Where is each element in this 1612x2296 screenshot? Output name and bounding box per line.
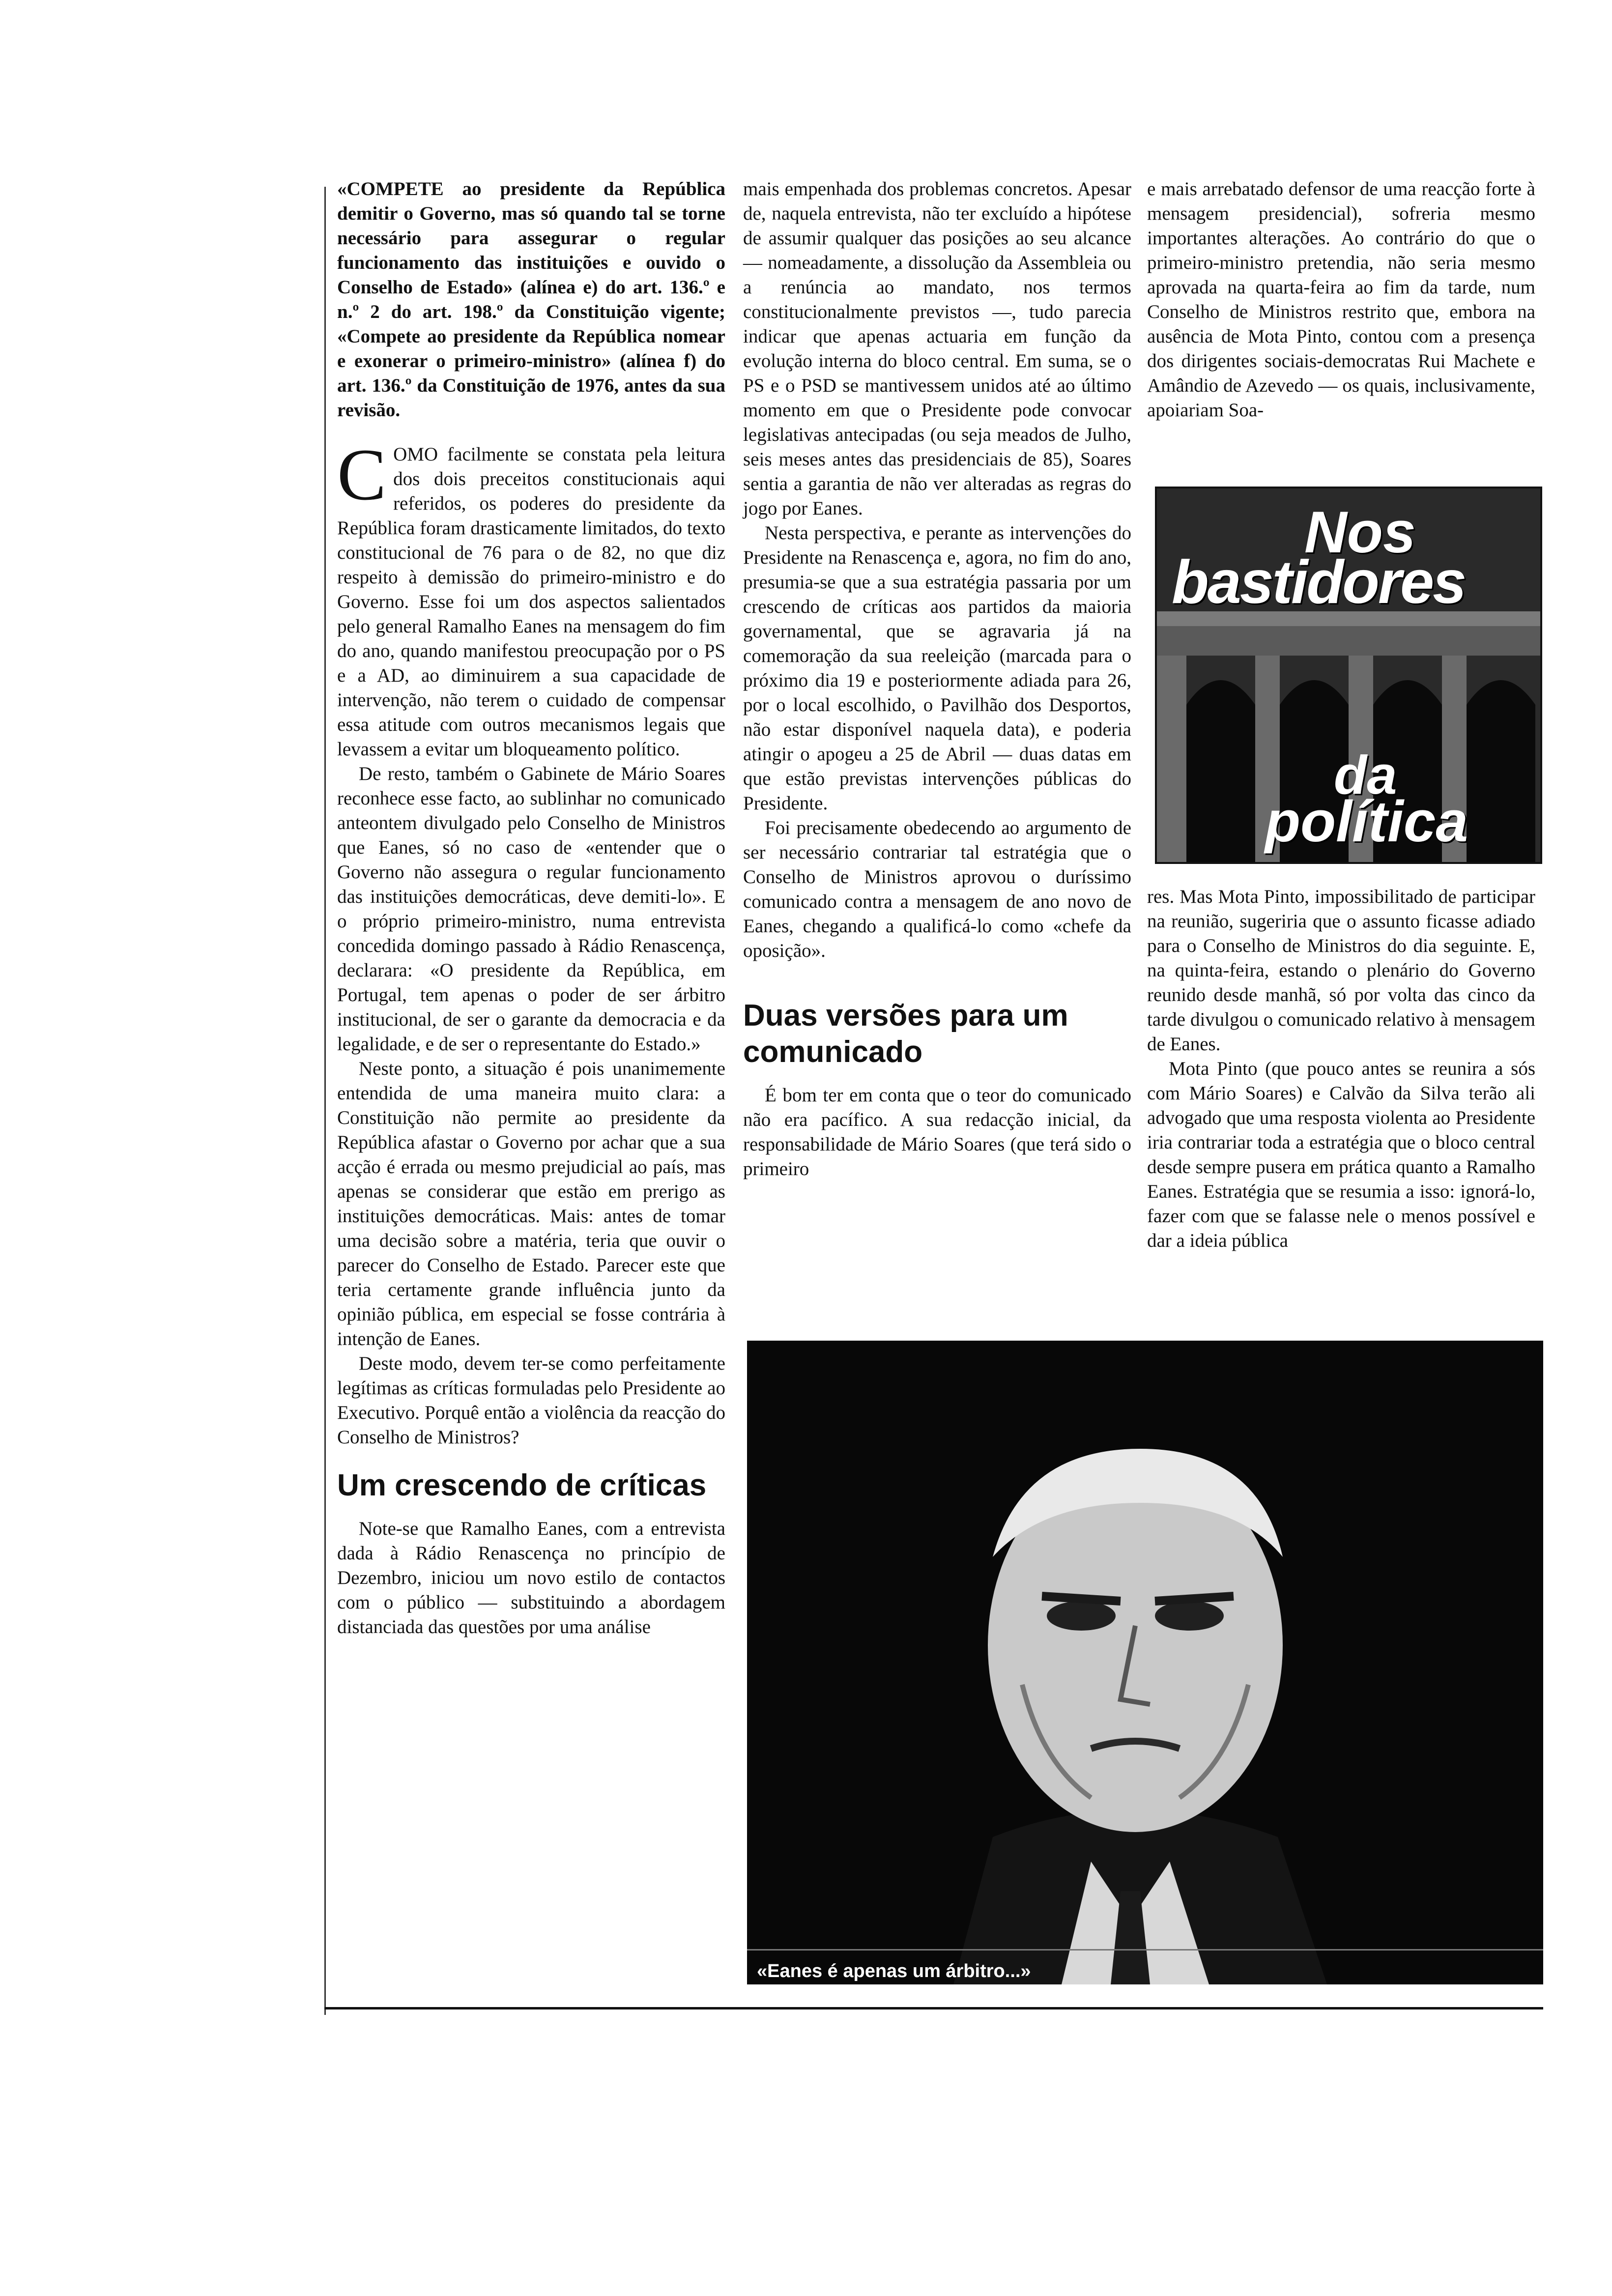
section-box-nos-bastidores — [1155, 487, 1542, 864]
box-title-politica: política — [1265, 789, 1468, 854]
column-rule-left — [324, 187, 326, 2015]
paragraph-calvao-da-silva: Mota Pinto (que pouco antes se reunira a sós com Mário Soares) e Calvão da Silva terão ali advogado que uma resposta violenta ao Presidente iria contrariar toda a estratégia que o bloco central desde sempre pusera em prática quanto a Ramalho Eanes. Estratégia que se resumia a isso: ignorá-lo, fazer com que se falasse nele o menos possível e dar a ideia pública — [1147, 1058, 1535, 1251]
paragraph-note-se: Note-se que Ramalho Eanes, com a entrevista dada à Rádio Renascença no princípio de Dezembro, iniciou um novo estilo de contactos com o público — substituindo a abordagem distanciada das questões por uma análise — [337, 1518, 725, 1637]
constitution-quote: «COMPETE ao presidente da República demitir o Governo, mas só quando tal se torne necessário para assegurar o regular funcionamento das instituições e ouvido o Conselho de Estado» (alínea e) do art. 136.º e n.º 2 do art. 198.º da Constituição vigente; «Compete ao presidente da República nomear e exonerar o primeiro-ministro» (alínea f) do art. 136.º da Constituição de 1976, antes da sua revisão. — [337, 178, 725, 421]
box-title-da: da — [1334, 745, 1397, 805]
photo-caption: «Eanes é apenas um árbitro...» — [757, 1961, 1031, 1981]
article-column-3-top — [1147, 177, 1535, 423]
subheading-crescendo: Um crescendo de críticas — [337, 1468, 707, 1502]
article-column-3-bottom — [1147, 885, 1535, 1253]
portrait-photo — [747, 1341, 1543, 1984]
paragraph-mota-pinto: res. Mas Mota Pinto, impossibilitado de participar na reunião, sugeriria que o assunto ficasse adiado para o Conselho de Ministros do dia seguinte. E, na quinta-feira, estando o plenário do Governo reunido desde manhã, só por volta das cinco da tarde divulgou o comunicado relativo à mensagem de Eanes. — [1147, 886, 1535, 1055]
paragraph-gabinete: De resto, também o Gabinete de Mário Soares reconhece esse facto, ao sublinhar no comunicado anteontem divulgado pelo Conselho de Ministros que Eanes, só no caso de «entender que o Governo não assegura o regular funcionamento das instituições democráticas, deve demiti-lo». E o próprio primeiro-ministro, numa entrevista concedida domingo passado à Rádio Renascença, declarara: «O presidente da República, em Portugal, tem apenas o poder de ser árbitro institucional, de ser o garante da democracia e da legalidade, e de ser o representante do Estado.» — [337, 763, 725, 1055]
paragraph-como-text: OMO facilmente se constata pela leitura dos dois preceitos constitucionais aqui referidos, os poderes do presidente da República foram drasticamente limitados, do texto constitucional de 76 para o de 82, no que diz respeito à demissão do primeiro-ministro e do Governo. Esse foi um dos aspectos salientados pelo general Ramalho Eanes na mensagem do fim do ano, quando manifestou preocupação por o PS e a AD, ao diminuirem a sua capacidade de intervenção, não terem o cuidado de compensar essa atitude com outros mecanismos legais que levassem a evitar um bloqueamento político. — [337, 444, 725, 760]
box-title-nos: Nos — [1304, 499, 1416, 565]
paragraph-como — [337, 434, 725, 762]
paragraph-foi-precisamente: Foi precisamente obedecendo ao argumento de ser necessário contrariar tal estratégia que o Conselho de Ministros aprovou o duríssimo comunicado contra a mensagem de ano novo de Eanes, chegando a qualificá-lo como «chefe da oposição». — [743, 817, 1131, 961]
paragraph-nesta-perspectiva: Nesta perspectiva, e perante as intervenções do Presidente na Renascença e, agora, no fim do ano, presumia-se que a sua estratégia passaria por um crescendo de críticas aos partidos da maioria governamental, que se agravaria já na comemoração da sua reeleição (marcada para o próximo dia 19 e posteriormente adiada para 26, por o local escolhido, o Pavilhão dos Desportos, não estar disponível naquela data), e poderia atingir o apogeu a 25 de Abril — duas datas em que estão previstas intervenções públicas do Presidente. — [743, 522, 1131, 814]
portrait-illustration — [747, 1341, 1543, 1984]
page-bottom-rule — [324, 2007, 1543, 2009]
box-title-bastidores: bastidores — [1172, 548, 1466, 616]
article-column-2 — [743, 177, 1131, 1181]
paragraph-arrebatado: e mais arrebatado defensor de uma reacção forte à mensagem presidencial), sofreria mesmo importantes alterações. Ao contrário do que o primeiro-ministro pretendia, não seria mesmo aprovada na quarta-feira ao fim da tarde, num Conselho de Ministros restrito que, embora na ausência de Mota Pinto, contou com a presença dos dirigentes sociais-democratas Rui Machete e Amândio de Azevedo — os quais, inclusivamente, apoiariam Soa- — [1147, 178, 1535, 421]
article-column-1 — [337, 177, 725, 1639]
subheading-duas-versoes: Duas versões para um comunicado — [743, 999, 1068, 1069]
caption-rule — [747, 1949, 1543, 1951]
paragraph-deste-modo: Deste modo, devem ter-se como perfeitamente legítimas as críticas formuladas pelo Presidente ao Executivo. Porquê então a violência da reacção do Conselho de Ministros? — [337, 1353, 725, 1448]
drop-cap: C — [337, 434, 387, 516]
paragraph-bom-ter-em-conta: É bom ter em conta que o teor do comunicado não era pacífico. A sua redacção inicial, da responsabilidade de Mário Soares (que terá sido o primeiro — [743, 1085, 1131, 1179]
paragraph-neste-ponto: Neste ponto, a situação é pois unanimemente entendida de uma maneira muito clara: a Constituição não permite ao presidente da República afastar o Governo por achar que a sua acção é errada ou mesmo prejudicial ao país, mas apenas se considerar que estão em prerigo as instituições democráticas. Mais: antes de tomar uma decisão sobre a matéria, teria que ouvir o parecer do Conselho de Estado. Parecer este que teria certamente grande influência junto da opinião pública, em especial se fosse contrária à intenção de Eanes. — [337, 1058, 725, 1349]
paragraph-mais-empenhada: mais empenhada dos problemas concretos. Apesar de, naquela entrevista, não ter excluído a hipótese de assumir qualquer das posições ao seu alcance — nomeadamente, a dissolução da Assembleia ou a renúncia ao mandato, nos termos constitucionalmente previstos —, tudo parecia indicar que apenas actuaria em função da evolução interna do bloco central. Em suma, se o PS e o PSD se mantivessem unidos até ao último momento em que o Presidente pode convocar legislativas antecipadas (ou seja meados de Julho, seis meses antes das presidenciais de 85), Soares sentia a garantia de não ver alteradas as regras do jogo por Eanes. — [743, 178, 1131, 519]
